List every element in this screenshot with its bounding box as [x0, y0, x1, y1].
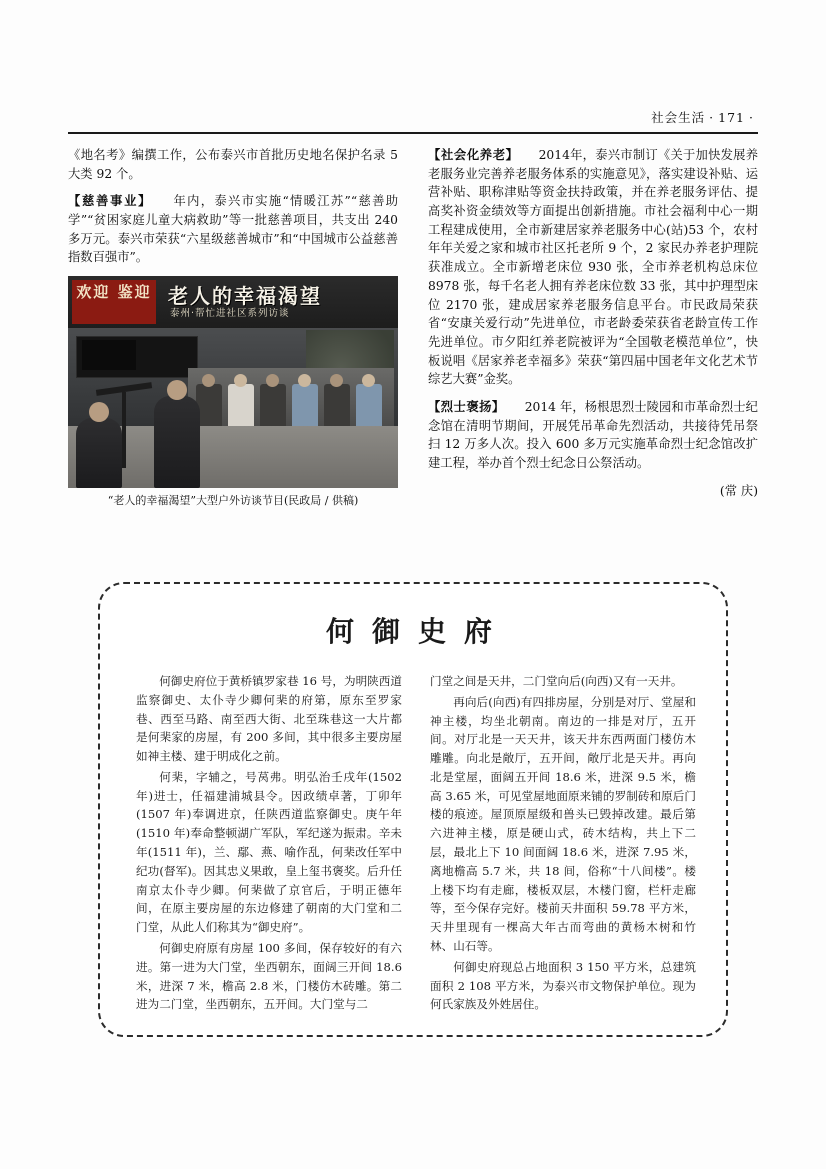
- feature-article-title: 何御史府: [325, 615, 510, 648]
- section-lead-martyr-commendation: 【烈士褒扬】: [428, 398, 505, 414]
- feature-paragraph: 再向后(向西)有四排房屋，分别是对厅、堂屋和神主楼，均坐北朝南。南边的一排是对厅，五开间。对厅北是一天天井，该天井东西两面门楼仿木雕雕。向北是敞厅，五开间，敞厅北是天井。再向北是堂屋，面阔五开间 18.6 米，进深 9.5 米，檐高 3.65 米，可见堂屋地面原来铺的罗制砖和原后门楼的痕迹。屋顶原屋级和兽头已毁掉改建。最后第六进神主楼，原是硬山式，砖木结构，共上下二层，最北上下 10 间面阔 18.6 米，进深 7.95 米，离地檐高 5.7 米，共 18 间，俗称“十八间楼”。楼上楼下均有走廊，楼板双层，木楼门窗，栏杆走廊等，至今保存完好。楼前天井面积 59.78 平方米，天井里现有一棵高大年古而弯曲的黄杨木树和竹林、山石等。: [430, 694, 696, 953]
- feature-article-left-column: [136, 672, 402, 1016]
- feature-paragraph: 何御史府位于黄桥镇罗家巷 16 号，为明陕西道监察御史、太仆寺少卿何棐的府第，原东至罗家巷、西至马路、南至西大街、北至珠巷这一大片都是何棐家的房屋，有 200 多间，其中很多主要房屋如神主楼、建于明成化之前。: [136, 674, 402, 764]
- paragraph-place-names: 《地名考》编撰工作，公布泰兴市首批历史地名保护名录 5 大类 92 个。: [68, 148, 398, 181]
- photo-music-stand-pole: [122, 392, 126, 468]
- paragraph-martyr-commendation: [428, 398, 758, 473]
- feature-paragraph: 门堂之间是天井，二门堂向后(向西)又有一天井。: [430, 674, 683, 688]
- section-lead-charity: 【慈善事业】: [68, 193, 153, 209]
- paragraph-social-elderly-care-text: 2014年，泰兴市制订《关于加快发展养老服务业完善养老服务体系的实施意见》，落实建设补贴、运营补贴、职称津贴等资金扶持政策，并在养老服务评估、提高奖补资金绩效等方面提出创新措施。市社会福利中心一期工程建成使用，全市新建居家养老服务中心(站)53 个，农村年年关爱之家和城市社区托老所 9 个，2 家民办养老护理院获准成立。全市新增老床位 930 张，全市养老机构总床位 8978 张，每千名老人拥有养老床位数 33 张，其中护理型床位 2170 张，建成居家养老服务信息平台。市民政局荣获省“安康关爱行动”先进单位，市老龄委荣获省老龄宣传工作先进单位。市夕阳红养老院被评为“全国敬老模范单位”，快板说唱《居家养老幸福多》荣获“第四届中国老年文化艺术节综艺大赛”金奖。: [428, 148, 758, 387]
- feature-article-columns: [136, 672, 696, 1016]
- left-column: [68, 146, 398, 514]
- feature-paragraph: 何御史府原有房屋 100 多间，保存较好的有六进。第一进为大门堂，坐西朝东，面阔三开间 18.6 米，进深 7 米，檐高 2.8 米，门楼仿木砖雕。第二进为二门堂，坐西朝东，五开间。大门堂与二: [136, 940, 402, 1012]
- paragraph-martyr-commendation-text: 2014 年，杨根思烈士陵园和市革命烈士纪念馆在清明节期间，开展凭吊革命先烈活动，共接待凭吊祭扫 12 万多人次。投入 600 多万元实施革命烈士纪念馆改扩建工程，举办首个烈士纪念日公祭活动。: [428, 399, 758, 470]
- author-signature: (常 庆): [719, 483, 758, 498]
- photo-foreground-person: [154, 396, 200, 488]
- feature-article-right-column: [430, 672, 696, 1016]
- photo-banner-subtitle: 泰州·帮忙进社区系列访谈: [170, 308, 290, 320]
- section-lead-social-elderly-care: 【社会化养老】: [428, 147, 519, 162]
- photo-seated-person: [324, 384, 350, 426]
- photo-seated-person: [260, 384, 286, 426]
- feature-paragraph: 何御史府现总占地面积 3 150 平方米，总建筑面积 2 108 平方米，为泰兴市文物保护单位。现为何氏家族及外姓居住。: [430, 959, 696, 1012]
- running-head-trailing-dot: ·: [749, 110, 754, 125]
- right-column: [428, 146, 758, 500]
- paragraph-social-elderly-care: [428, 146, 758, 389]
- feature-article-box: [98, 582, 728, 1037]
- paragraph-charity-text: 年内，泰兴市实施“情暖江苏”“慈善助学”“贫困家庭儿童大病救助”等一批慈善项目，共支出 240 多万元。泰兴市荣获“六星级慈善城市”和“中国城市公益慈善指数百强市”。: [68, 194, 398, 265]
- running-head-section: 社会生活: [651, 110, 706, 125]
- photo-banner-title: 老人的幸福渴望: [168, 284, 322, 309]
- header-rule: [68, 132, 758, 134]
- running-head: [68, 108, 758, 128]
- running-head-separator: ·: [709, 110, 715, 125]
- photo-seated-person: [228, 384, 254, 426]
- feature-paragraph: 何棐，字辅之，号莴弗。明弘治壬戌年(1502 年)进士，任福建浦城县令。因政绩卓著，丁卯年(1507 年)奉调进京，任陕西道监察御史。庚午年(1510 年)奉命整顿湖广军队，军纪遂为振肃。辛未年(1511 年)，兰、鄢、燕、喻作乱，何棐改任军中纪功(督军)。因其忠义果敢，皇上玺书褒奖。后升任南京太仆寺少卿。何棐做了京官后，于明正德年间，在原主要房屋的东边修建了朝南的大门堂和二门堂，从此人们称其为“御史府”。: [136, 769, 402, 935]
- photo-caption: “老人的幸福渴望”大型户外访谈节目(民政局 / 供稿): [107, 494, 359, 508]
- photo-banner-badge: 欢迎 鉴迎: [72, 280, 156, 324]
- photo-banner: [68, 276, 398, 328]
- photo-seated-person: [292, 384, 318, 426]
- photo-seated-person: [356, 384, 382, 426]
- photo-foreground-person: [76, 418, 122, 488]
- photo-figure: [68, 276, 398, 510]
- photo-image: [68, 276, 398, 488]
- paragraph-charity: [68, 192, 398, 267]
- running-head-page-number: 171: [718, 110, 746, 125]
- photo-screen: [82, 340, 136, 370]
